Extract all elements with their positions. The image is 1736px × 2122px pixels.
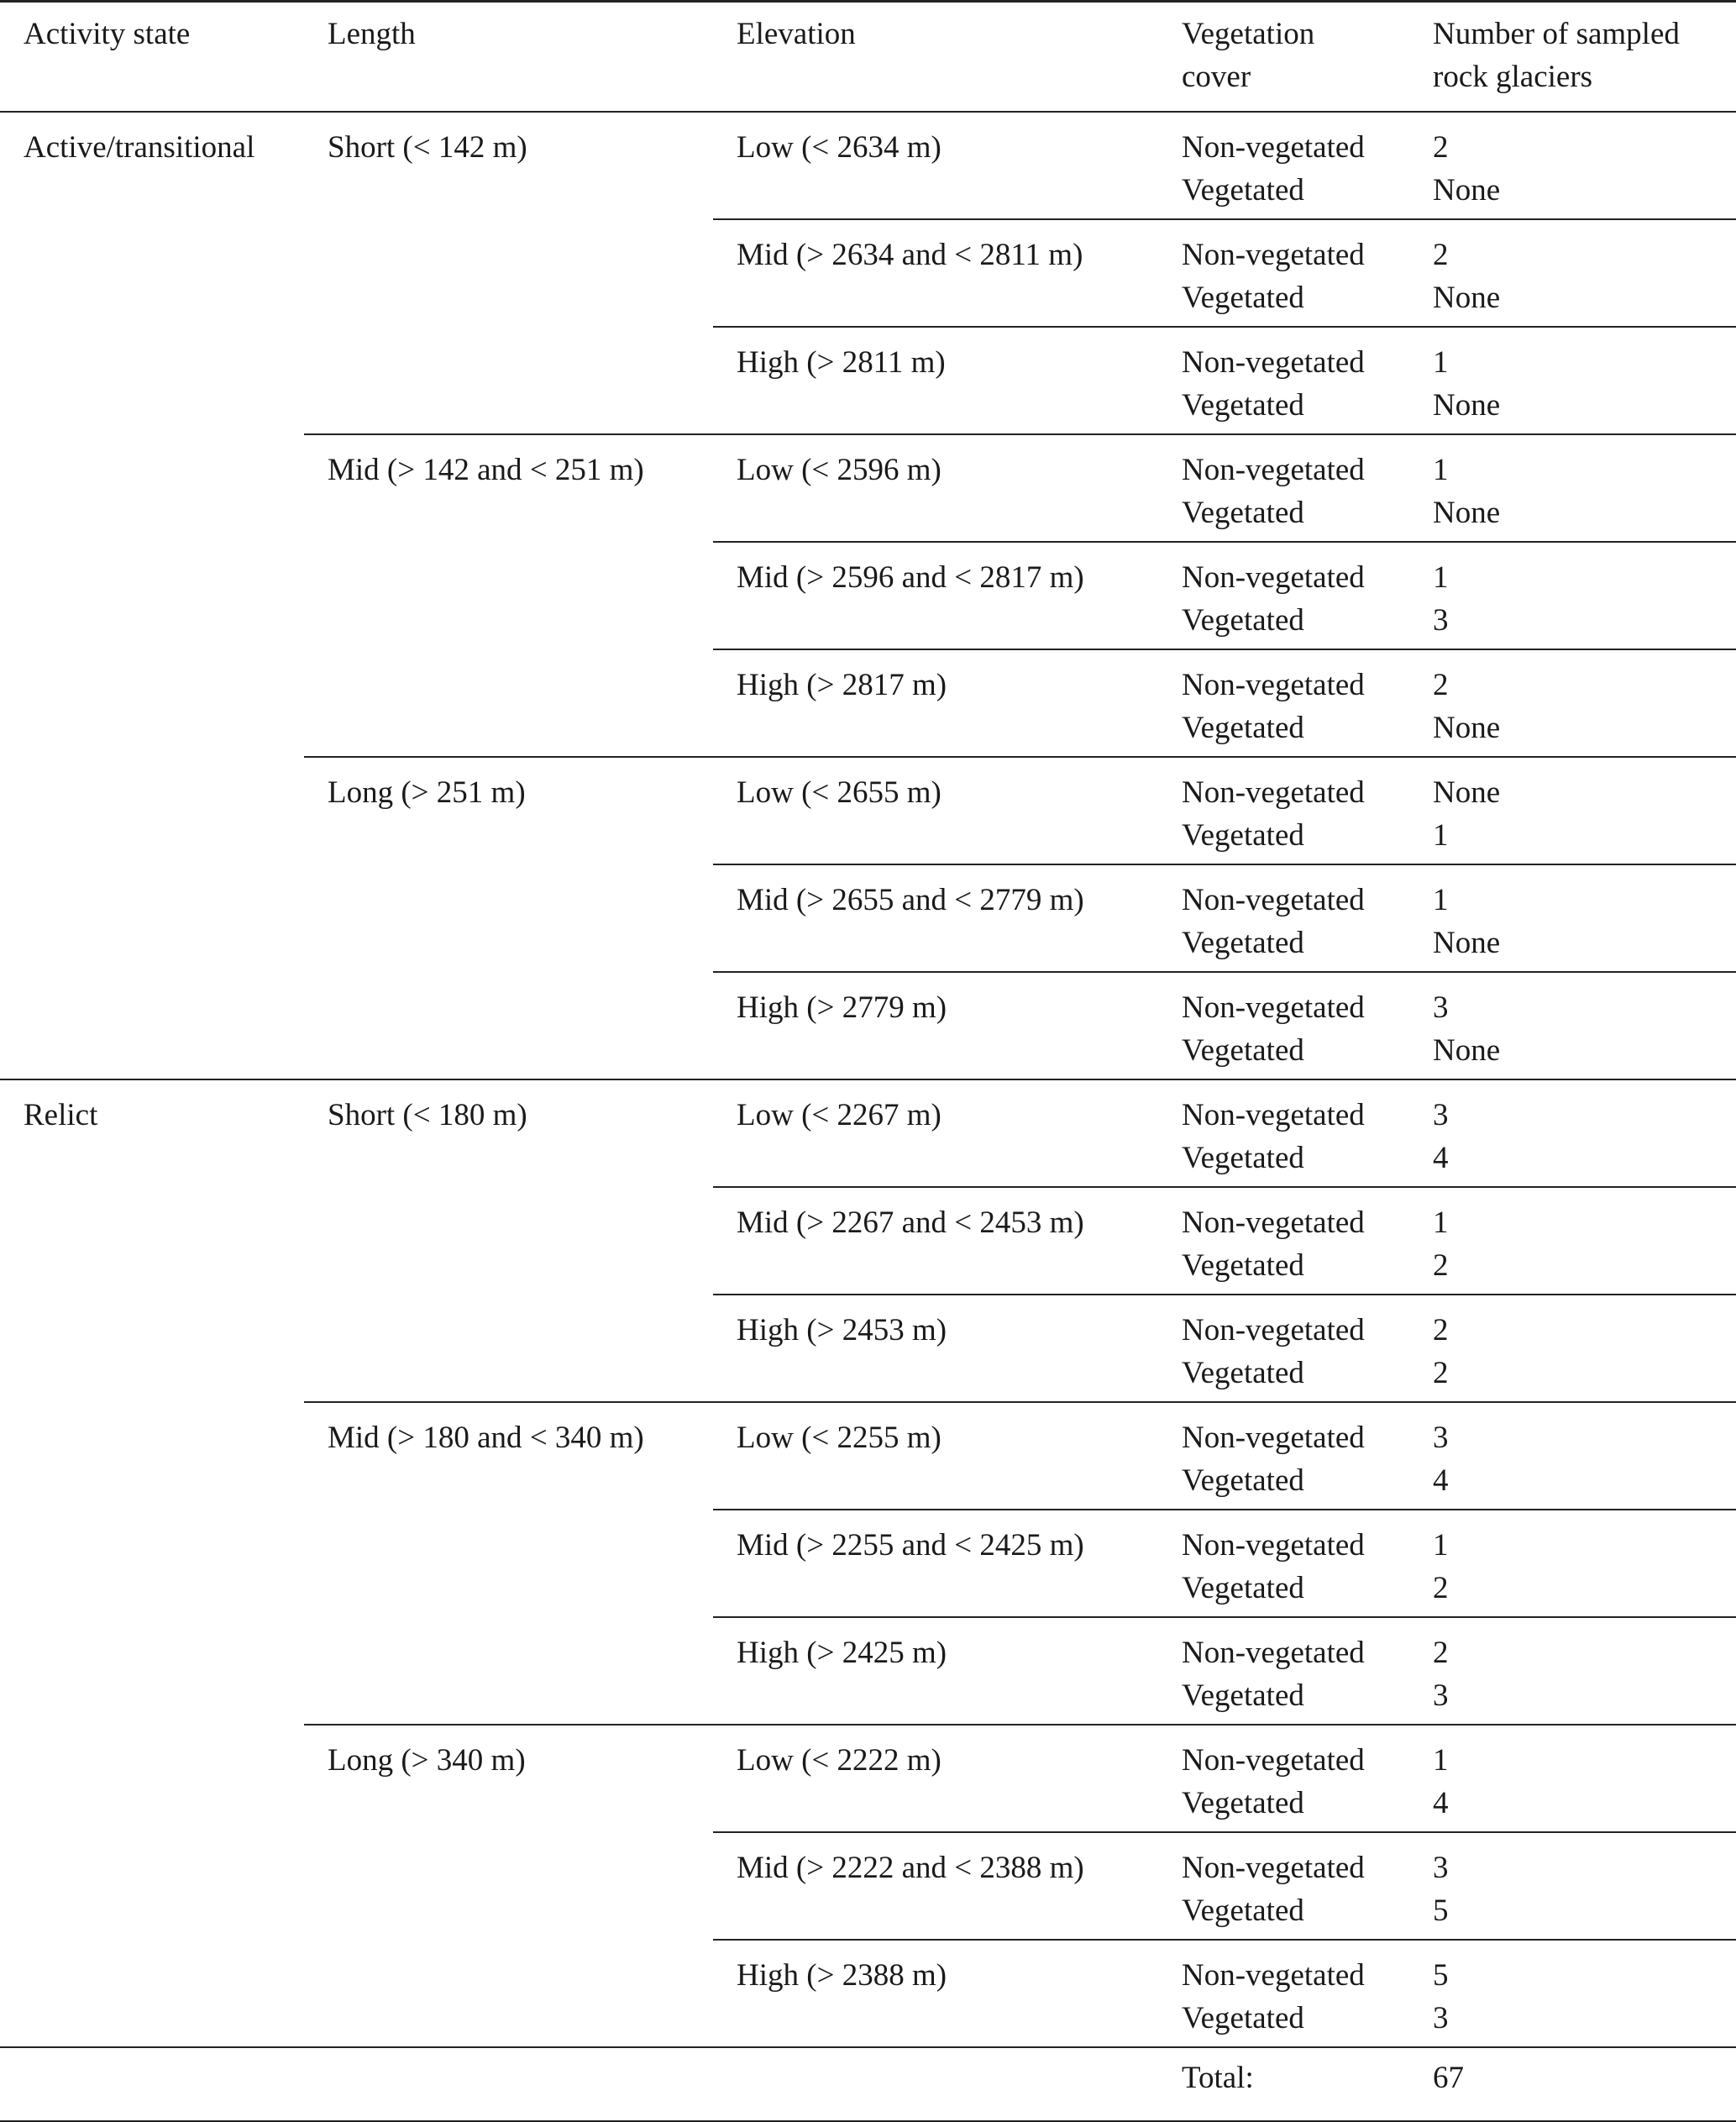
- header-number-sampled: [1409, 2, 1736, 112]
- sample-count-cell-line1: 1: [1433, 559, 1449, 595]
- elevation-class-cell: Low (< 2222 m): [713, 1725, 1158, 1832]
- length-class-cell: Long (> 251 m): [304, 757, 713, 1079]
- sample-count-cell-line1: 2: [1433, 129, 1449, 165]
- table-row: [0, 112, 1736, 219]
- total-empty-cell: [304, 2047, 713, 2121]
- header-vegetation-line2: cover: [1182, 60, 1251, 94]
- vegetation-cover-cell-line1: Non-vegetated: [1182, 1312, 1365, 1347]
- vegetation-cover-cell: [1158, 112, 1409, 219]
- vegetation-cover-cell-line1: Non-vegetated: [1182, 129, 1365, 165]
- elevation-class-cell: Mid (> 2655 and < 2779 m): [713, 864, 1158, 972]
- vegetation-cover-cell: [1158, 327, 1409, 434]
- sample-count-cell-line2: 3: [1433, 602, 1449, 638]
- vegetation-cover-cell-line2: Vegetated: [1182, 1463, 1304, 1498]
- sample-count-cell: [1409, 1617, 1736, 1725]
- sample-count-cell: [1409, 1725, 1736, 1832]
- sample-count-cell-line2: 2: [1433, 1355, 1449, 1390]
- vegetation-cover-cell-line1: Non-vegetated: [1182, 882, 1365, 917]
- sample-count-cell: [1409, 1402, 1736, 1510]
- vegetation-cover-cell-line2: Vegetated: [1182, 2000, 1304, 2035]
- header-vegetation-line1: Vegetation: [1182, 17, 1315, 51]
- vegetation-cover-cell-line2: Vegetated: [1182, 1140, 1304, 1175]
- elevation-class-cell: Low (< 2634 m): [737, 129, 941, 165]
- vegetation-cover-cell-line1: Non-vegetated: [1182, 1957, 1365, 1993]
- vegetation-cover-cell-line2: Vegetated: [1182, 172, 1304, 207]
- vegetation-cover-cell-line2: Vegetated: [1182, 925, 1304, 960]
- activity-state-cell: Relict: [0, 1079, 304, 2047]
- vegetation-cover-cell-line1: Non-vegetated: [1182, 1527, 1365, 1563]
- vegetation-cover-cell: [1158, 1402, 1409, 1510]
- activity-state-cell: Active/transitional: [24, 129, 255, 165]
- sample-count-cell-line1: 1: [1433, 1205, 1449, 1240]
- sample-count-cell-line2: 3: [1433, 1678, 1449, 1713]
- vegetation-cover-cell-line2: Vegetated: [1182, 387, 1304, 423]
- elevation-class-cell: Low (< 2596 m): [713, 434, 1158, 542]
- sample-count-cell: [1409, 649, 1736, 757]
- sample-count-cell-line2: None: [1433, 387, 1501, 423]
- table-body: [0, 112, 1736, 2121]
- length-class-cell: Short (< 180 m): [304, 1079, 713, 1402]
- vegetation-cover-cell-line1: Non-vegetated: [1182, 990, 1365, 1025]
- vegetation-cover-cell-line1: Non-vegetated: [1182, 1635, 1365, 1670]
- vegetation-cover-cell: [1158, 864, 1409, 972]
- vegetation-cover-cell-line1: Non-vegetated: [1182, 559, 1365, 595]
- sample-count-cell-line2: None: [1433, 280, 1501, 315]
- vegetation-cover-cell-line2: Vegetated: [1182, 495, 1304, 530]
- header-activity-state: Activity state: [0, 2, 304, 112]
- length-class-cell: Short (< 142 m): [328, 129, 527, 165]
- vegetation-cover-cell: [1158, 1079, 1409, 1187]
- sample-count-cell-line1: 1: [1433, 344, 1449, 380]
- sample-count-cell-line2: None: [1433, 710, 1501, 745]
- elevation-class-cell: High (> 2425 m): [713, 1617, 1158, 1725]
- sample-count-cell-line2: None: [1433, 172, 1501, 207]
- vegetation-cover-cell-line1: Non-vegetated: [1182, 1420, 1365, 1455]
- total-value: 67: [1409, 2047, 1736, 2121]
- sample-count-cell: [1409, 972, 1736, 1079]
- sample-count-cell: [1409, 112, 1736, 219]
- elevation-class-cell: High (> 2388 m): [713, 1940, 1158, 2047]
- total-empty-cell: [713, 2047, 1158, 2121]
- sample-count-cell: [1409, 1510, 1736, 1617]
- vegetation-cover-cell-line2: Vegetated: [1182, 1785, 1304, 1820]
- elevation-class-cell: Mid (> 2255 and < 2425 m): [713, 1510, 1158, 1617]
- vegetation-cover-cell-line1: Non-vegetated: [1182, 775, 1365, 810]
- vegetation-cover-cell-line2: Vegetated: [1182, 1355, 1304, 1390]
- sample-count-cell-line1: 1: [1433, 1527, 1449, 1563]
- sample-count-cell-line1: 2: [1433, 1312, 1449, 1347]
- sample-count-cell-line2: 4: [1433, 1140, 1449, 1175]
- elevation-class-cell: Low (< 2267 m): [713, 1079, 1158, 1187]
- sample-count-cell-line1: 1: [1433, 882, 1449, 917]
- vegetation-cover-cell-line2: Vegetated: [1182, 1032, 1304, 1068]
- sample-count-cell-line2: 2: [1433, 1247, 1449, 1283]
- sample-count-cell-line1: 3: [1433, 1850, 1449, 1885]
- vegetation-cover-cell-line1: Non-vegetated: [1182, 1097, 1365, 1132]
- vegetation-cover-cell: [1158, 1187, 1409, 1295]
- vegetation-cover-cell: [1158, 434, 1409, 542]
- vegetation-cover-cell-line2: Vegetated: [1182, 710, 1304, 745]
- vegetation-cover-cell-line2: Vegetated: [1182, 602, 1304, 638]
- vegetation-cover-cell-line1: Non-vegetated: [1182, 1205, 1365, 1240]
- header-elevation: Elevation: [713, 2, 1158, 112]
- length-class-cell: Mid (> 180 and < 340 m): [304, 1402, 713, 1725]
- vegetation-cover-cell-line2: Vegetated: [1182, 1893, 1304, 1928]
- vegetation-cover-cell: [1158, 1510, 1409, 1617]
- sample-count-cell: [1409, 864, 1736, 972]
- vegetation-cover-cell: [1158, 219, 1409, 327]
- sample-count-cell-line1: 2: [1433, 1635, 1449, 1670]
- header-vegetation-cover: [1158, 2, 1409, 112]
- vegetation-cover-cell-line1: Non-vegetated: [1182, 1742, 1365, 1778]
- elevation-class-cell: High (> 2453 m): [713, 1295, 1158, 1402]
- vegetation-cover-cell-line1: Non-vegetated: [1182, 1850, 1365, 1885]
- sample-count-cell-line2: 2: [1433, 1570, 1449, 1605]
- vegetation-cover-cell: [1158, 1725, 1409, 1832]
- sample-count-cell-line2: None: [1433, 495, 1501, 530]
- vegetation-cover-cell: [1158, 757, 1409, 864]
- sample-count-cell-line1: 1: [1433, 452, 1449, 487]
- elevation-class-cell: Mid (> 2267 and < 2453 m): [713, 1187, 1158, 1295]
- elevation-class-cell: High (> 2811 m): [713, 327, 1158, 434]
- vegetation-cover-cell-line2: Vegetated: [1182, 817, 1304, 853]
- vegetation-cover-cell-line1: Non-vegetated: [1182, 452, 1365, 487]
- elevation-class-cell: Low (< 2255 m): [713, 1402, 1158, 1510]
- sample-count-cell-line1: 3: [1433, 1097, 1449, 1132]
- sample-count-cell: [1409, 1187, 1736, 1295]
- sample-count-cell: [1409, 1079, 1736, 1187]
- elevation-class-cell: High (> 2779 m): [713, 972, 1158, 1079]
- vegetation-cover-cell: [1158, 542, 1409, 649]
- vegetation-cover-cell-line1: Non-vegetated: [1182, 667, 1365, 702]
- length-class-cell: Long (> 340 m): [304, 1725, 713, 2047]
- elevation-class-cell: Low (< 2655 m): [713, 757, 1158, 864]
- sample-count-cell-line1: 1: [1433, 1742, 1449, 1778]
- sample-count-cell-line1: 2: [1433, 667, 1449, 702]
- table-row: [0, 1079, 1736, 1187]
- header-number-line2: rock glaciers: [1433, 60, 1593, 94]
- sample-count-cell: [1409, 434, 1736, 542]
- vegetation-cover-cell-line1: Non-vegetated: [1182, 344, 1365, 380]
- sample-count-cell: [1409, 542, 1736, 649]
- sample-count-cell-line1: 3: [1433, 1420, 1449, 1455]
- elevation-class-cell: High (> 2817 m): [713, 649, 1158, 757]
- vegetation-cover-cell-line2: Vegetated: [1182, 1570, 1304, 1605]
- sample-count-cell-line2: None: [1433, 1032, 1501, 1068]
- vegetation-cover-cell-line2: Vegetated: [1182, 1678, 1304, 1713]
- header-row: [0, 2, 1736, 112]
- sample-count-cell-line2: 1: [1433, 817, 1449, 853]
- sample-count-cell-line1: 2: [1433, 237, 1449, 272]
- total-label: Total:: [1158, 2047, 1409, 2121]
- total-empty-cell: [0, 2047, 304, 2121]
- elevation-class-cell: Mid (> 2596 and < 2817 m): [713, 542, 1158, 649]
- sample-count-cell: [1409, 1940, 1736, 2047]
- vegetation-cover-cell: [1158, 1832, 1409, 1940]
- vegetation-cover-cell: [1158, 1940, 1409, 2047]
- sample-count-cell: [1409, 327, 1736, 434]
- elevation-class-cell: Mid (> 2222 and < 2388 m): [713, 1832, 1158, 1940]
- sample-count-cell-line2: 4: [1433, 1463, 1449, 1498]
- elevation-class-cell: Mid (> 2634 and < 2811 m): [713, 219, 1158, 327]
- sample-count-cell: [1409, 757, 1736, 864]
- vegetation-cover-cell: [1158, 1617, 1409, 1725]
- sample-count-cell-line1: None: [1433, 775, 1501, 810]
- vegetation-cover-cell-line2: Vegetated: [1182, 1247, 1304, 1283]
- sample-count-cell-line2: None: [1433, 925, 1501, 960]
- header-number-line1: Number of sampled: [1433, 17, 1680, 51]
- vegetation-cover-cell: [1158, 972, 1409, 1079]
- vegetation-cover-cell-line1: Non-vegetated: [1182, 237, 1365, 272]
- sample-count-cell-line1: 3: [1433, 990, 1449, 1025]
- vegetation-cover-cell-line2: Vegetated: [1182, 280, 1304, 315]
- sample-count-cell: [1409, 219, 1736, 327]
- length-class-cell: Mid (> 142 and < 251 m): [304, 434, 713, 757]
- total-row: [0, 2047, 1736, 2121]
- vegetation-cover-cell: [1158, 649, 1409, 757]
- vegetation-cover-cell: [1158, 1295, 1409, 1402]
- sample-count-cell-line2: 3: [1433, 2000, 1449, 2035]
- sample-count-cell-line1: 5: [1433, 1957, 1449, 1993]
- sample-count-cell: [1409, 1832, 1736, 1940]
- sample-count-cell-line2: 4: [1433, 1785, 1449, 1820]
- sample-count-cell: [1409, 1295, 1736, 1402]
- sample-count-cell-line2: 5: [1433, 1893, 1449, 1928]
- header-length: Length: [304, 2, 713, 112]
